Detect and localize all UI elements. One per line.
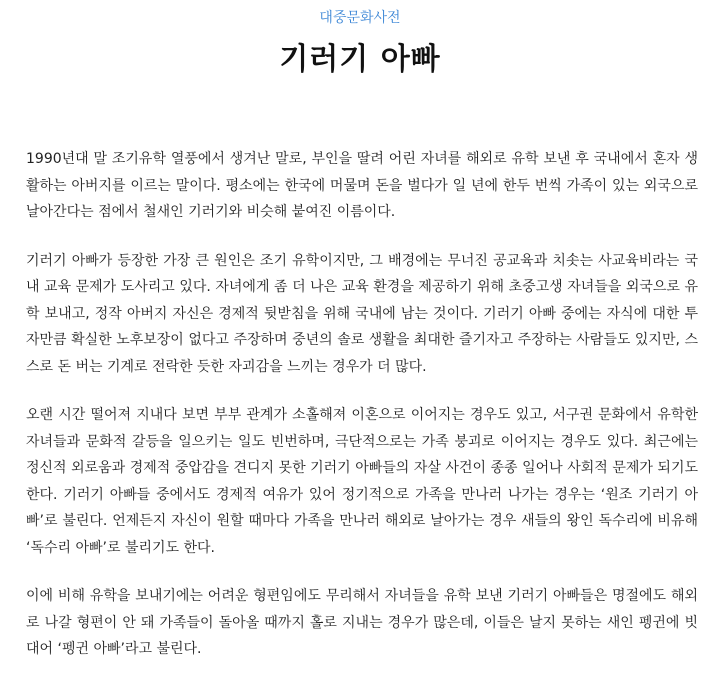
article-paragraph: 1990년대 말 조기유학 열풍에서 생겨난 말로, 부인을 딸려 어린 자녀를 해외로 유학 보낸 후 국내에서 혼자 생활하는 아버지를 이르는 말이다. 평소에는 한국에 머물며 돈을 벌다가 일 년에 한두 번씩 가족이 있는 외국으로 날아간다는 점에서 철새인 기러기와 비슷해 붙여진 이름이다. xyxy=(26,151,698,220)
category-link[interactable]: 대중문화사전 xyxy=(319,10,401,26)
article-paragraph: 오랜 시간 떨어져 지내다 보면 부부 관계가 소홀해져 이혼으로 이어지는 경우도 있고, 서구권 문화에서 유학한 자녀들과 문화적 갈등을 일으키는 일도 빈번하며, 극단적으로는 가족 붕괴로 이어지는 경우도 있다. 최근에는 정신적 외로움과 경제적 중압감을 견디지 못한 기러기 아빠들의 자살 사건이 종종 일어나 사회적 문제가 되기도 한다. 기러기 아빠들 중에서도 경제적 여유가 있어 정기적으로 가족을 만나러 나가는 경우는 ‘원조 기러기 아빠’로 불린다. 언제든지 자신이 원할 때마다 가족을 만나러 해외로 날아가는 경우 새들의 왕인 독수리에 비유해 ‘독수리 아빠’로 불리기도 한다. xyxy=(26,407,698,556)
article-paragraph: 기러기 아빠가 등장한 가장 큰 원인은 조기 유학이지만, 그 배경에는 무너진 공교육과 치솟는 사교육비라는 국내 교육 문제가 도사리고 있다. 자녀에게 좀 더 나은 교육 환경을 제공하기 위해 초중고생 자녀들을 외국으로 유학 보내고, 정작 아버지 자신은 경제적 뒷받침을 위해 국내에 남는 것이다. 기러기 아빠 중에는 자식에 대한 투자만큼 확실한 노후보장이 없다고 주장하며 중년의 솔로 생활을 최대한 즐기자고 주장하는 사람들도 있지만, 스스로 돈 버는 기계로 전락한 듯한 자괴감을 느끼는 경우가 더 많다. xyxy=(26,252,698,375)
page-title: 기러기 아빠 xyxy=(279,42,441,77)
article-paragraph: 이에 비해 유학을 보내기에는 어려운 형편임에도 무리해서 자녀들을 유학 보낸 기러기 아빠들은 명절에도 해외로 나갈 형편이 안 돼 가족들이 돌아올 때까지 홀로 지내는 경우가 많은데, 이들은 날지 못하는 새인 펭귄에 빗대어 ‘펭귄 아빠’라고 불린다. xyxy=(26,588,698,657)
